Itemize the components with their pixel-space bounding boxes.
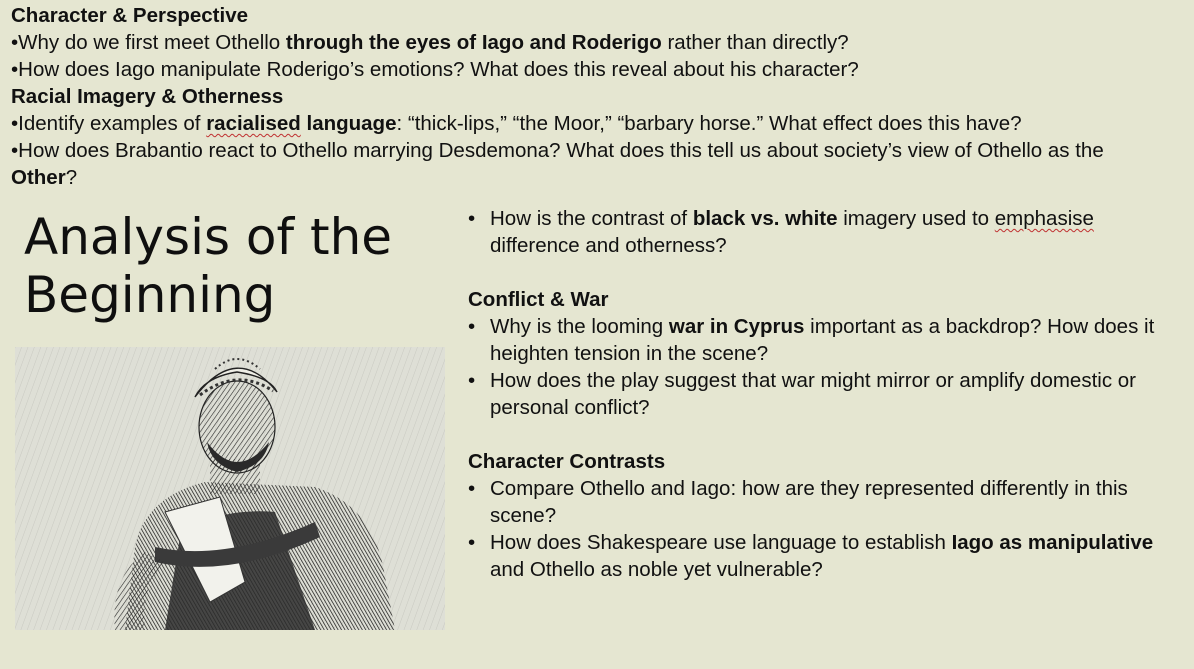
text: Compare Othello and Iago: how are they represented differently in this scene? <box>490 477 1128 527</box>
text: •Identify examples of <box>11 112 207 135</box>
slide-title-line1: Analysis of the <box>24 208 393 266</box>
section-heading-racial-imagery: Racial Imagery & Otherness <box>11 85 284 108</box>
list-item <box>468 529 1188 583</box>
list-item <box>468 367 1188 421</box>
top-questions <box>11 2 1191 191</box>
bullet-icon: • <box>468 477 476 500</box>
section-heading-conflict-war: Conflict & War <box>468 288 609 311</box>
section-heading-character-contrasts: Character Contrasts <box>468 450 666 473</box>
bullet-list-imagery <box>468 205 1188 259</box>
section-heading-character-perspective: Character & Perspective <box>11 4 249 27</box>
question-iago-manipulation: •How does Iago manipulate Roderigo’s emotions? What does this reveal about his character? <box>11 58 859 81</box>
list-item <box>468 205 1188 259</box>
text: rather than directly? <box>661 31 849 54</box>
spellcheck-word: emphasise <box>994 207 1094 230</box>
portrait-illustration <box>15 347 445 630</box>
text: How does Shakespeare use language to establish <box>490 531 952 554</box>
emphasis: Iago as manipulative <box>951 531 1154 554</box>
text: ? <box>65 166 78 189</box>
bullet-icon: • <box>468 531 476 554</box>
text: imagery used to <box>837 207 995 230</box>
bullet-icon: • <box>468 207 476 230</box>
question-racialised-language <box>11 110 1191 137</box>
emphasis-spellcheck: racialised <box>206 112 301 135</box>
slide-title-line2: Beginning <box>24 266 276 324</box>
text: : “thick-lips,” “the Moor,” “barbary horse.” What effect does this have? <box>396 112 1022 135</box>
text: difference and otherness? <box>490 234 727 257</box>
slide-title <box>24 208 444 324</box>
emphasis: Other <box>11 166 66 189</box>
text: and Othello as noble yet vulnerable? <box>490 558 823 581</box>
right-questions <box>468 205 1188 583</box>
text: important as a backdrop? How does it heighten tension in the scene? <box>490 315 1155 365</box>
question-meet-othello <box>11 29 1191 56</box>
bullet-list-contrasts <box>468 475 1188 583</box>
emphasis: war in Cyprus <box>668 315 805 338</box>
text: How does the play suggest that war might mirror or amplify domestic or personal conflict? <box>490 369 1137 419</box>
emphasis: black vs. white <box>692 207 838 230</box>
question-brabantio-reaction <box>11 137 1121 191</box>
emphasis: language <box>300 112 397 135</box>
text: •Why do we first meet Othello <box>11 31 286 54</box>
othello-portrait-engraving <box>15 347 445 630</box>
bullet-icon: • <box>468 315 476 338</box>
text: •How does Brabantio react to Othello marrying Desdemona? What does this tell us about society’s view of Othello as the <box>11 139 1104 162</box>
text: How is the contrast of <box>490 207 693 230</box>
text: Why is the looming <box>490 315 669 338</box>
bullet-list-conflict <box>468 313 1188 421</box>
emphasis: through the eyes of Iago and Roderigo <box>285 31 662 54</box>
list-item <box>468 313 1188 367</box>
bullet-icon: • <box>468 369 476 392</box>
list-item <box>468 475 1188 529</box>
